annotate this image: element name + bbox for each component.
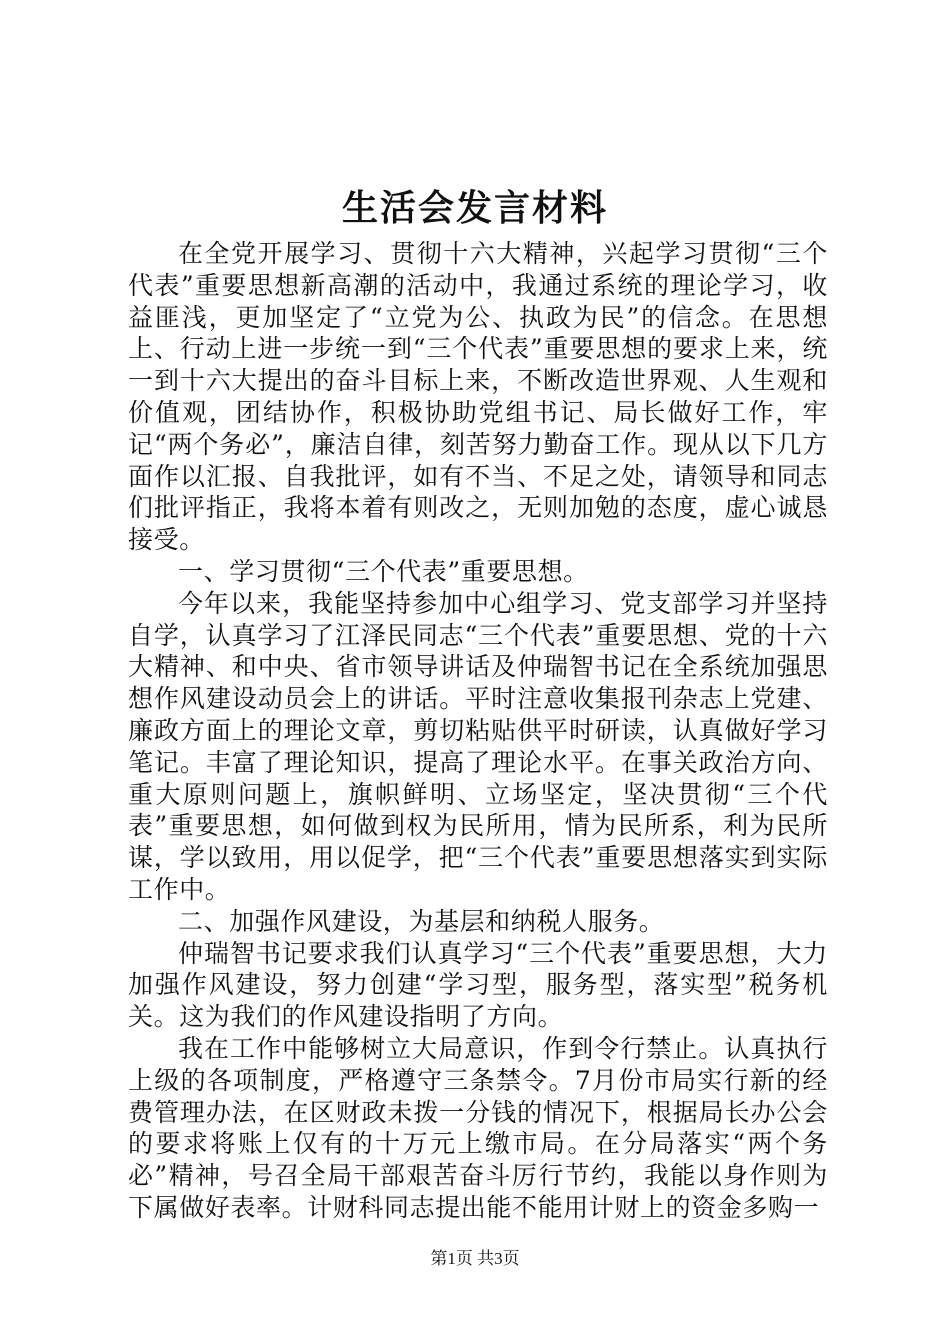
paragraph-intro: 在全党开展学习、贯彻十六大精神，兴起学习贯彻“三个代表”重要思想新高潮的活动中，我通过系统的理论学习，收益匪浅，更加坚定了“立党为公、执政为民”的信念。在思想上、行动上进一步统一到“三个代表”重要思想的要求上来，统一到十六大提出的奋斗目标上来，不断改造世界观、人生观和价值观，团结协作，积极协助党组书记、局长做好工作，牢记“两个务必”，廉洁自律，刻苦努力勤奋工作。现从以下几方面作以汇报、自我批评，如有不当、不足之处，请领导和同志们批评指正，我将本着有则改之，无则加勉的态度，虚心诚恳接受。 [128,239,828,555]
document-body [128,238,828,1224]
section-heading-2: 二、加强作风建设，为基层和纳税人服务。 [178,906,665,936]
paragraph-work: 我在工作中能够树立大局意识，作到令行禁止。认真执行上级的各项制度，严格遵守三条禁令。7月份市局实行新的经费管理办法，在区财政未拨一分钱的情况下，根据局长办公会的要求将账上仅有的十万元上缴市局。在分局落实“两个务必”精神，号召全局干部艰苦奋斗厉行节约，我能以身作则为下属做好表率。计财科同志提出能不能用计财上的资金多购一 [128,1033,828,1222]
page-footer: 第1页 共3页 [430,1249,520,1268]
section-heading-1: 一、学习贯彻“三个代表”重要思想。 [178,556,589,586]
paragraph-style-building: 仲瑞智书记要求我们认真学习“三个代表”重要思想，大力加强作风建设，努力创建“学习型，服务型，落实型”税务机关。这为我们的作风建设指明了方向。 [128,938,828,1032]
paragraph-study: 今年以来，我能坚持参加中心组学习、党支部学习并坚持自学，认真学习了江泽民同志“三个代表”重要思想、党的十六大精神、和中央、省市领导讲话及仲瑞智书记在全系统加强思想作风建设动员会上的讲话。平时注意收集报刊杂志上党建、廉政方面上的理论文章，剪切粘贴供平时研读，认真做好学习笔记。丰富了理论知识，提高了理论水平。在事关政治方向、重大原则问题上，旗帜鲜明、立场坚定，坚决贯彻“三个代表”重要思想，如何做到权为民所用，情为民所系，利为民所谋，学以致用，用以促学，把“三个代表”重要思想落实到实际工作中。 [128,588,828,904]
page-title: 生活会发言材料 [341,187,608,229]
